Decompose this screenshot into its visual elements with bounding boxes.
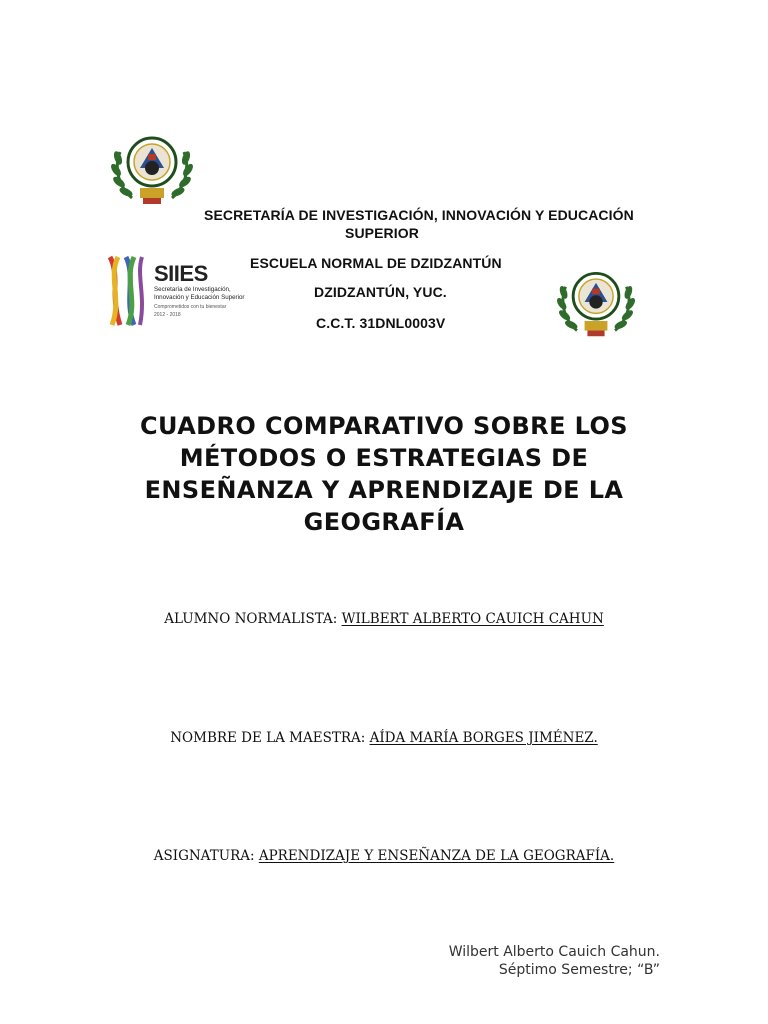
header-line1: SECRETARÍA DE INVESTIGACIÓN, INNOVACIÓN Y EDUCACIÓN: [204, 207, 634, 223]
siies-line1: Secretaría de Investigación,: [154, 286, 231, 293]
header-city: DZIDZANTÚN, YUC.: [314, 284, 447, 300]
student-label: ALUMNO NORMALISTA:: [164, 611, 342, 627]
siies-logo-graphic: [106, 255, 248, 327]
student-line: [0, 611, 768, 627]
school-seal-right: [556, 260, 636, 342]
subject-label: ASIGNATURA:: [153, 848, 259, 864]
title-line2: MÉTODOS O ESTRATEGIAS DE: [179, 444, 589, 472]
header-line2: SUPERIOR: [345, 225, 419, 241]
title-line1: CUADRO COMPARATIVO SOBRE LOS: [140, 412, 628, 440]
header-cct: C.C.T. 31DNL0003V: [316, 315, 446, 331]
title-line3: ENSEÑANZA Y APRENDIZAJE DE LA: [144, 476, 624, 504]
siies-years: 2012 - 2018: [154, 312, 181, 318]
subject-name: APRENDIZAJE Y ENSEÑANZA DE LA GEOGRAFÍA.: [258, 848, 615, 864]
siies-line3: Comprometidos con tu bienestar: [154, 304, 227, 310]
title-line4: GEOGRAFÍA: [303, 508, 465, 536]
siies-logo: [106, 255, 248, 327]
siies-word: SIIES: [154, 261, 208, 286]
teacher-line: [0, 730, 768, 746]
document-title: [104, 410, 664, 538]
school-seal-right-icon: [556, 260, 636, 342]
signature-semester: Séptimo Semestre; “B”: [498, 962, 660, 978]
header-school: ESCUELA NORMAL DE DZIDZANTÚN: [250, 255, 502, 271]
school-seal-top: [110, 124, 194, 210]
siies-line2: Innovación y Educación Superior: [154, 294, 245, 301]
subject-line: [0, 848, 768, 864]
student-name: WILBERT ALBERTO CAUICH CAHUN: [341, 611, 604, 627]
school-seal-top-icon: [110, 124, 194, 210]
teacher-label: NOMBRE DE LA MAESTRA:: [170, 730, 370, 746]
teacher-name: AÍDA MARÍA BORGES JIMÉNEZ.: [369, 730, 598, 746]
signature-name: Wilbert Alberto Cauich Cahun.: [448, 944, 660, 960]
